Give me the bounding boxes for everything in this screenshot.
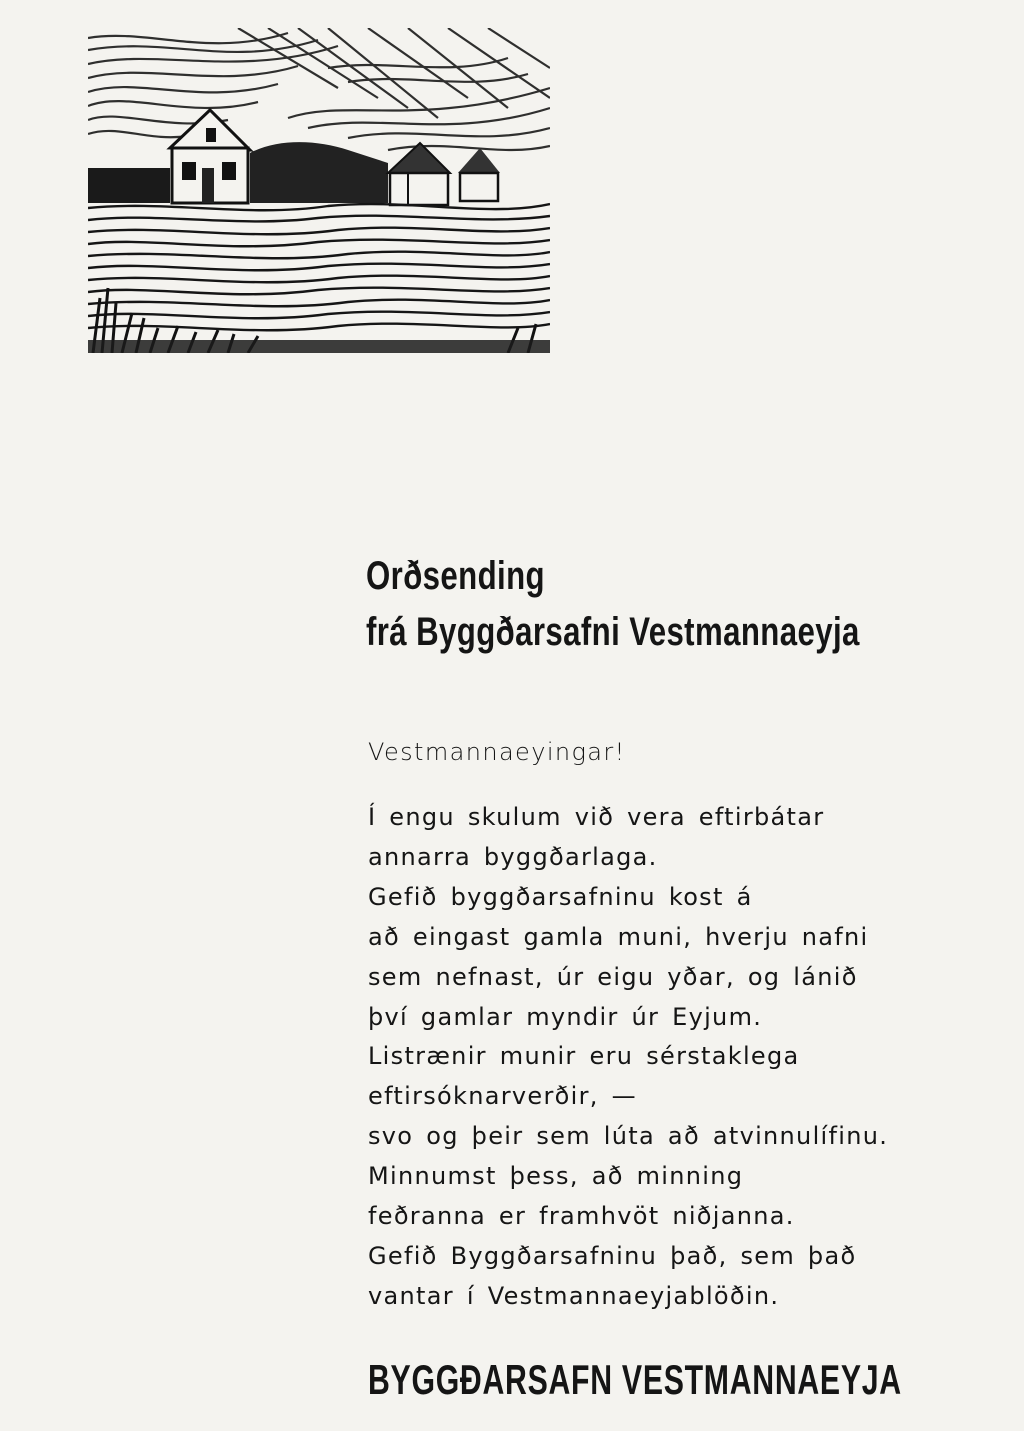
body-line: vantar í Vestmannaeyjablöðin. [368,1281,780,1310]
body-line: feðranna er framhvöt niðjanna. [368,1202,795,1231]
body-line: svo og þeir sem lúta að atvinnulífinu. [368,1122,889,1151]
body-line: Í engu skulum við vera eftirbátar [368,803,825,831]
announcement-heading [366,548,860,660]
body-line: Minnumst þess, að minning [368,1162,744,1191]
signature: BYGGÐARSAFN VESTMANNAEYJA [368,1356,902,1403]
body-line: því gamlar myndir úr Eyjum. [368,1002,763,1031]
body-line: eftirsóknarverðir, — [368,1082,637,1111]
body-line: Gefið Byggðarsafninu það, sem það [368,1241,857,1270]
heading-line-1: Orðsending [366,554,545,598]
woodcut-farmhouse-icon [88,28,550,353]
salutation: Vestmannaeyingar! [368,738,626,766]
body-line: sem nefnast, úr eigu yðar, og lánið [368,962,858,991]
announcement-body [368,798,888,1317]
body-line: Gefið byggðarsafninu kost á [368,882,753,911]
body-line: að eingast gamla muni, hverju nafni [368,922,869,951]
farmhouse-woodcut-illustration [88,28,550,353]
body-line: annarra byggðarlaga. [368,842,658,871]
body-line: Listrænir munir eru sérstaklega [368,1042,800,1071]
heading-line-2: frá Byggðarsafni Vestmannaeyja [366,610,860,654]
